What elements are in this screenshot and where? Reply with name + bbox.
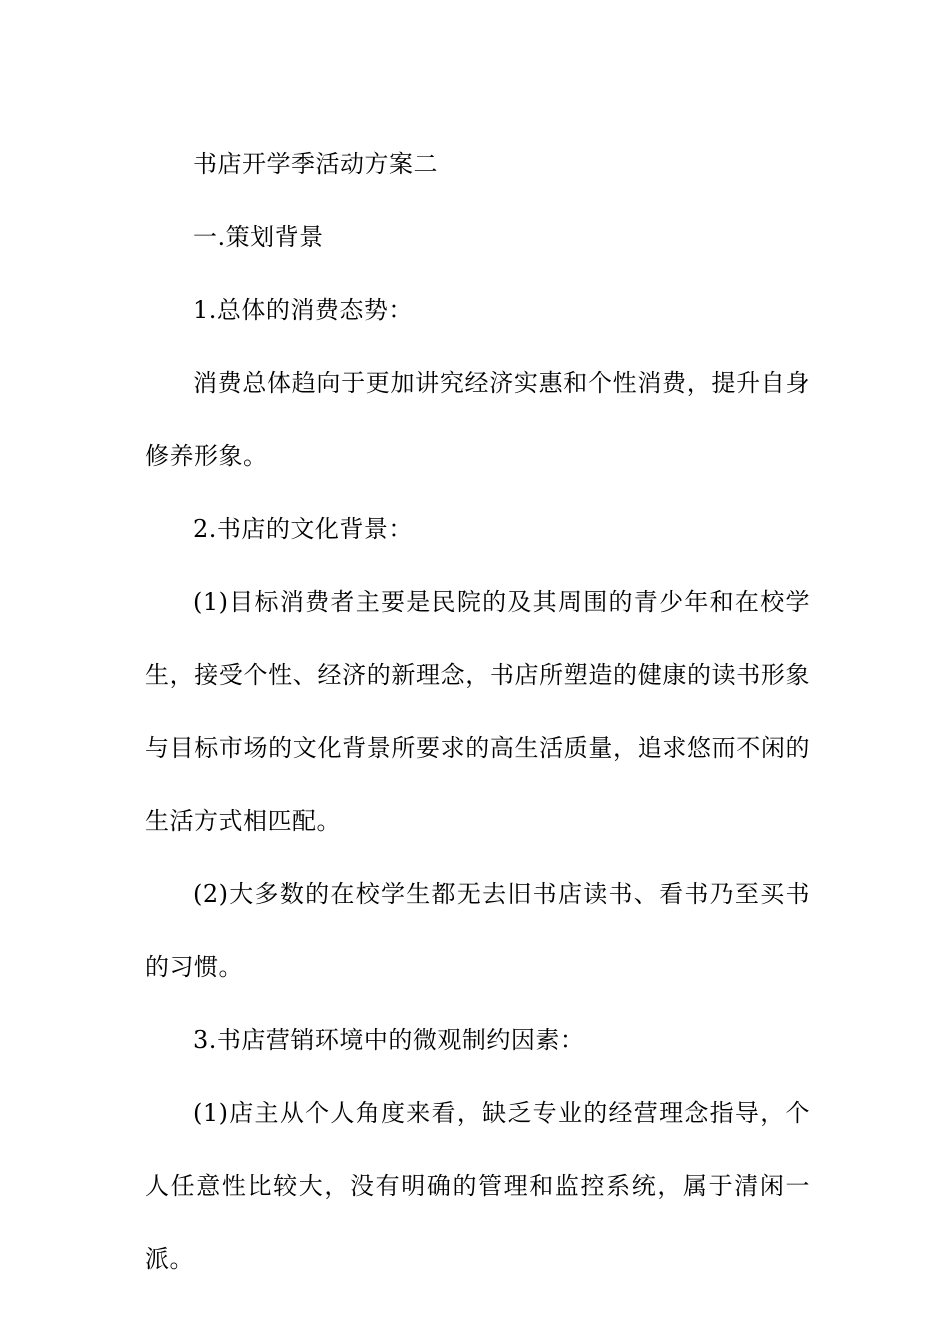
subheading-consumption-trend: 1.总体的消费态势： <box>193 296 413 324</box>
paragraph-consumption-trend: 消费总体趋向于更加讲究经济实惠和个性消费，提升自身修养形象。 <box>145 369 810 470</box>
subheading-micro-constraints: 3.书店营销环境中的微观制约因素： <box>193 1026 585 1054</box>
paragraph-owner-perspective: (1)店主从个人角度来看，缺乏专业的经营理念指导，个人任意性比较大，没有明确的管理和监控系统，属于清闲一派。 <box>145 1099 810 1273</box>
subheading-cultural-background: 2.书店的文化背景： <box>193 515 413 543</box>
paragraph-student-habits: (2)大多数的在校学生都无去旧书店读书、看书乃至买书的习惯。 <box>145 880 810 981</box>
document-title: 书店开学季活动方案二 <box>193 150 438 178</box>
section-heading-planning-background: 一.策划背景 <box>193 223 324 251</box>
document-body <box>145 128 810 1296</box>
paragraph-target-consumers: (1)目标消费者主要是民院的及其周围的青少年和在校学生，接受个性、经济的新理念，书店所塑造的健康的读书形象与目标市场的文化背景所要求的高生活质量，追求悠而不闲的生活方式相匹配。 <box>145 588 810 835</box>
